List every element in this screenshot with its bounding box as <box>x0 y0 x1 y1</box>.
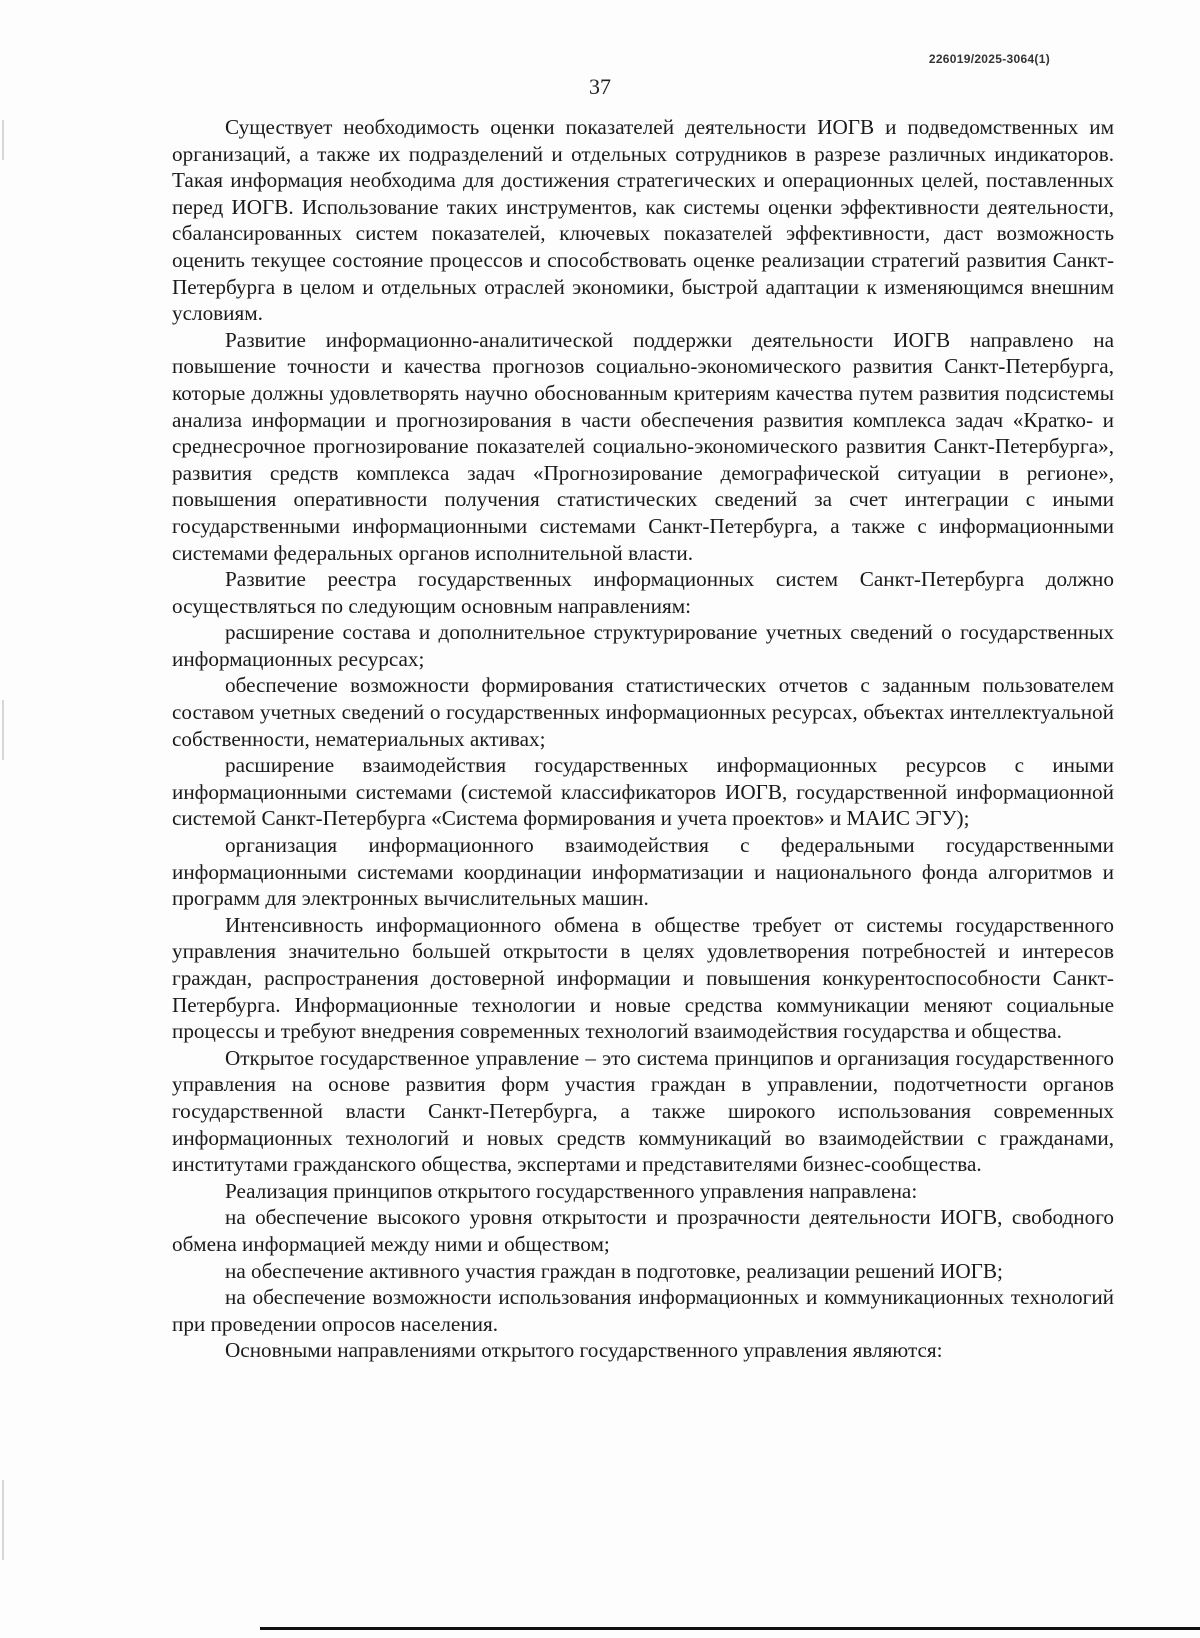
paragraph: Открытое государственное управление – это система принципов и организация государственного управления на основе развития форм участия граждан в управлении, подотчетности органов государственной власти Санкт-Петербурга, а также широкого использования современных информационных технологий и новых средств коммуникаций во взаимодействии с гражданами, институтами гражданского общества, экспертами и представителями бизнес-сообщества. <box>172 1045 1114 1177</box>
list-item: обеспечение возможности формирования статистических отчетов с заданным пользователем составом учетных сведений о государственных информационных ресурсах, объектах интеллектуальной собственности, нематериальных активах; <box>172 673 1114 751</box>
document-body <box>172 114 1114 1364</box>
paragraph: Интенсивность информационного обмена в обществе требует от системы государственного управления значительно большей открытости в целях удовлетворения потребностей и интересов граждан, распространения достоверной информации и повышения конкурентоспособности Санкт-Петербурга. Информационные технологии и новые средства коммуникации меняют социальные процессы и требуют внедрения современных технологий взаимодействия государства и общества. <box>172 912 1114 1044</box>
scan-edge-mark <box>2 700 4 760</box>
paragraph: Реализация принципов открытого государственного управления направлена: <box>225 1178 918 1203</box>
scan-edge-mark <box>2 120 4 160</box>
list-item: на обеспечение высокого уровня открытости и прозрачности деятельности ИОГВ, свободного обмена информацией между ними и обществом; <box>172 1205 1114 1256</box>
scan-bottom-edge <box>260 1627 1200 1630</box>
list-item: расширение взаимодействия государственных информационных ресурсов с иными информационными системами (системой классификаторов ИОГВ, государственной информационной системой Санкт-Петербурга «Система формирования и учета проектов» и МАИС ЭГУ); <box>172 753 1114 831</box>
list-item: на обеспечение возможности использования информационных и коммуникационных технологий при проведении опросов населения. <box>172 1285 1114 1336</box>
paragraph: Существует необходимость оценки показателей деятельности ИОГВ и подведомственных им организаций, а также их подразделений и отдельных сотрудников в разрезе различных индикаторов. Такая информация необходима для достижения стратегических и операционных целей, поставленных перед ИОГВ. Использование таких инструментов, как системы оценки эффективности деятельности, сбалансированных систем показателей, ключевых показателей эффективности, даст возможность оценить текущее состояние процессов и способствовать оценке реализации стратегий развития Санкт-Петербурга в целом и отдельных отраслей экономики, быстрой адаптации к изменяющимся внешним условиям. <box>172 115 1114 326</box>
list-item: расширение состава и дополнительное структурирование учетных сведений о государственных информационных ресурсах; <box>172 620 1114 671</box>
scan-edge-mark <box>2 1480 4 1560</box>
document-registration-number: 226019/2025-3064(1) <box>928 52 1050 66</box>
list-item: на обеспечение активного участия граждан в подготовке, реализации решений ИОГВ; <box>225 1258 1003 1283</box>
paragraph: Развитие информационно-аналитической поддержки деятельности ИОГВ направлено на повышение точности и качества прогнозов социально-экономического развития Санкт-Петербурга, которые должны удовлетворять научно обоснованным критериям качества путем развития подсистемы анализа информации и прогнозирования в части обеспечения развития комплекса задач «Кратко- и среднесрочное прогнозирование показателей социально-экономического развития Санкт-Петербурга», развития средств комплекса задач «Прогнозирование демографической ситуации в регионе», повышения оперативности получения статистических сведений за счет интеграции с иными государственными информационными системами Санкт-Петербурга, а также с информационными системами федеральных органов исполнительной власти. <box>172 327 1114 565</box>
paragraph: Развитие реестра государственных информационных систем Санкт-Петербурга должно осуществляться по следующим основным направлениям: <box>172 567 1114 618</box>
paragraph: Основными направлениями открытого государственного управления являются: <box>225 1338 943 1363</box>
page-number: 37 <box>589 74 611 99</box>
list-item: организация информационного взаимодействия с федеральными государственными информационными системами координации информатизации и национального фонда алгоритмов и программ для электронных вычислительных машин. <box>172 833 1114 911</box>
